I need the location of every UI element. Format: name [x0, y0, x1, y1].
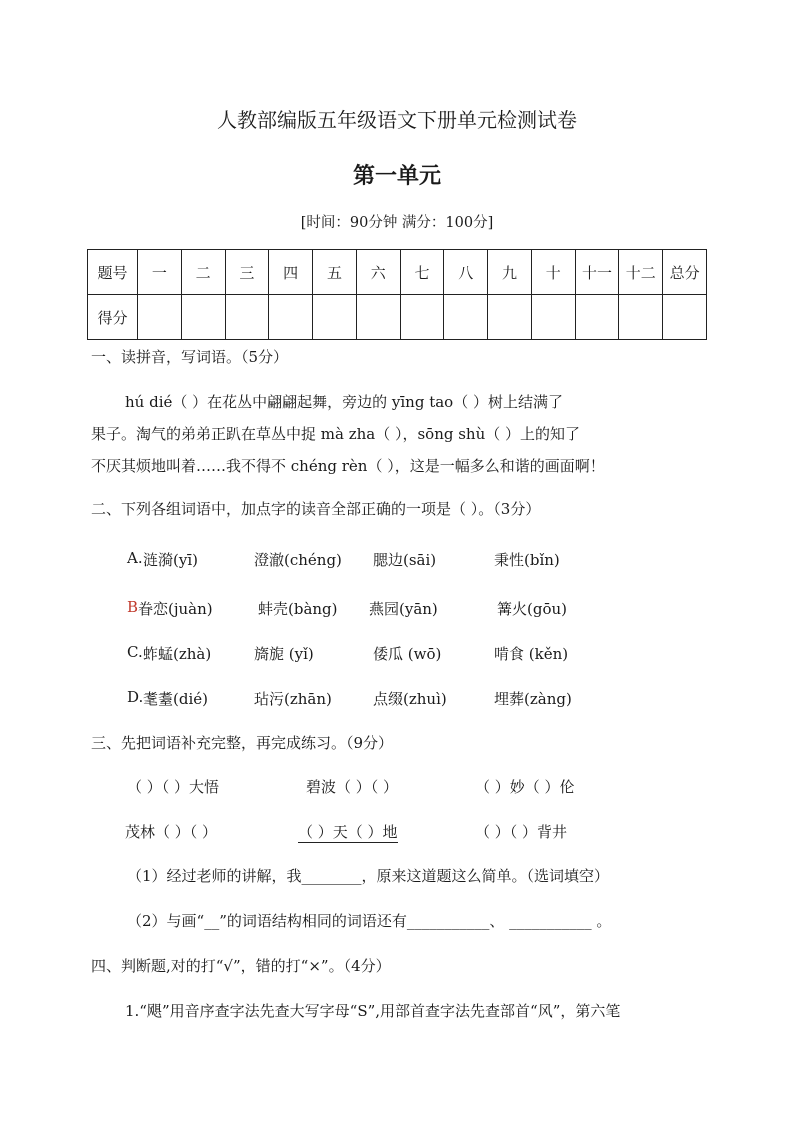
score-cell[interactable] — [619, 295, 663, 340]
table-cell: 十二 — [619, 250, 663, 295]
option-c-letter: C. — [127, 643, 143, 661]
table-cell: 二 — [181, 250, 225, 295]
section-1-line: 不厌其烦地叫着……我不得不 chéng rèn（ ），这是一幅多么和谐的画面啊！ — [91, 457, 605, 475]
option-word: 澄澈(chéng) — [254, 551, 342, 569]
option-word: 秉性(bǐn) — [494, 551, 560, 569]
table-cell: 一 — [138, 250, 182, 295]
score-cell[interactable] — [575, 295, 619, 340]
score-cell[interactable] — [138, 295, 182, 340]
score-table-score-row — [88, 295, 707, 340]
score-cell[interactable] — [531, 295, 575, 340]
score-cell[interactable] — [313, 295, 357, 340]
score-cell[interactable] — [181, 295, 225, 340]
table-cell: 十一 — [575, 250, 619, 295]
option-word: 燕园(yān) — [369, 600, 438, 618]
section-1-title: 一、读拼音，写词语。（5分） — [91, 348, 289, 366]
section-1-line: hú dié（ ）在花丛中翩翩起舞，旁边的 yīng tao（ ）树上结满了 — [125, 393, 563, 411]
table-cell: 六 — [356, 250, 400, 295]
idiom-blank: 碧波（ ）（ ） — [306, 778, 399, 796]
option-word: 倭瓜 (wō) — [373, 645, 442, 663]
section-3-question-2: （2）与画“__”的词语结构相同的词语还有___________、 ___________ 。 — [127, 912, 612, 930]
score-cell[interactable] — [269, 295, 313, 340]
score-cell[interactable] — [488, 295, 532, 340]
table-cell: 七 — [400, 250, 444, 295]
table-cell: 三 — [225, 250, 269, 295]
table-cell: 十 — [531, 250, 575, 295]
unit-title: 第一单元 — [352, 163, 441, 189]
option-d-letter: D. — [127, 688, 144, 706]
table-cell: 八 — [444, 250, 488, 295]
section-1-line: 果子。淘气的弟弟正趴在草丛中捉 mà zha（ ），sōng shù（ ）上的知了 — [91, 425, 581, 443]
option-a-letter: A. — [127, 549, 143, 567]
section-3-question-1: （1）经过老师的讲解，我________，原来这道题这么简单。（选词填空） — [127, 867, 610, 885]
score-cell[interactable] — [444, 295, 488, 340]
section-4-title: 四、判断题,对的打“√”，错的打“×”。（4分） — [91, 957, 391, 975]
option-word: 涟漪(yī) — [143, 551, 198, 569]
idiom-blank: 茂林（ ）（ ） — [125, 823, 218, 841]
option-word: 啃食 (kěn) — [494, 645, 569, 663]
score-cell[interactable] — [663, 295, 707, 340]
option-word: 埋葬(zàng) — [494, 690, 572, 708]
section-4-question-1: 1.“飓”用音序查字法先查大写字母“S”,用部首查字法先查部首“风”，第六笔 — [125, 1002, 621, 1020]
table-cell: 九 — [488, 250, 532, 295]
score-table-header-row — [88, 250, 707, 295]
time-info: [时间：90分钟 满分：100分] — [300, 215, 494, 231]
option-b-letter: B — [127, 598, 139, 616]
table-cell: 题号 — [88, 250, 138, 295]
option-word: 蚱蜢(zhà) — [143, 645, 212, 663]
section-3-title: 三、先把词语补充完整，再完成练习。（9分） — [91, 734, 394, 752]
table-cell: 四 — [269, 250, 313, 295]
option-word: 蚌壳(bàng) — [258, 600, 338, 618]
idiom-blank-underlined — [298, 821, 398, 843]
option-word: 眷恋(juàn) — [138, 600, 213, 618]
idiom-blank: （ ）（ ）大悟 — [127, 778, 220, 796]
table-cell: 五 — [313, 250, 357, 295]
option-word: 腮边(sāi) — [373, 551, 437, 569]
exam-title: 人教部编版五年级语文下册单元检测试卷 — [217, 108, 577, 132]
score-cell[interactable] — [400, 295, 444, 340]
score-table — [87, 249, 707, 340]
table-cell: 得分 — [88, 295, 138, 340]
section-2-title: 二、下列各组词语中，加点字的读音全部正确的一项是（ ）。（3分） — [91, 500, 541, 518]
option-word: 玷污(zhān) — [254, 690, 332, 708]
option-word: 旖旎 (yǐ) — [254, 645, 314, 663]
option-word: 耄耋(dié) — [143, 690, 208, 708]
option-word: 篝火(gōu) — [497, 600, 567, 618]
score-cell[interactable] — [356, 295, 400, 340]
idiom-blank: （ ）（ ）背井 — [475, 823, 568, 841]
underlined-idiom: （ ）天（ ）地 — [298, 823, 398, 841]
option-word: 点缀(zhuì) — [373, 690, 447, 708]
table-cell: 总分 — [663, 250, 707, 295]
score-cell[interactable] — [225, 295, 269, 340]
idiom-blank: （ ）妙（ ）伦 — [475, 778, 575, 796]
